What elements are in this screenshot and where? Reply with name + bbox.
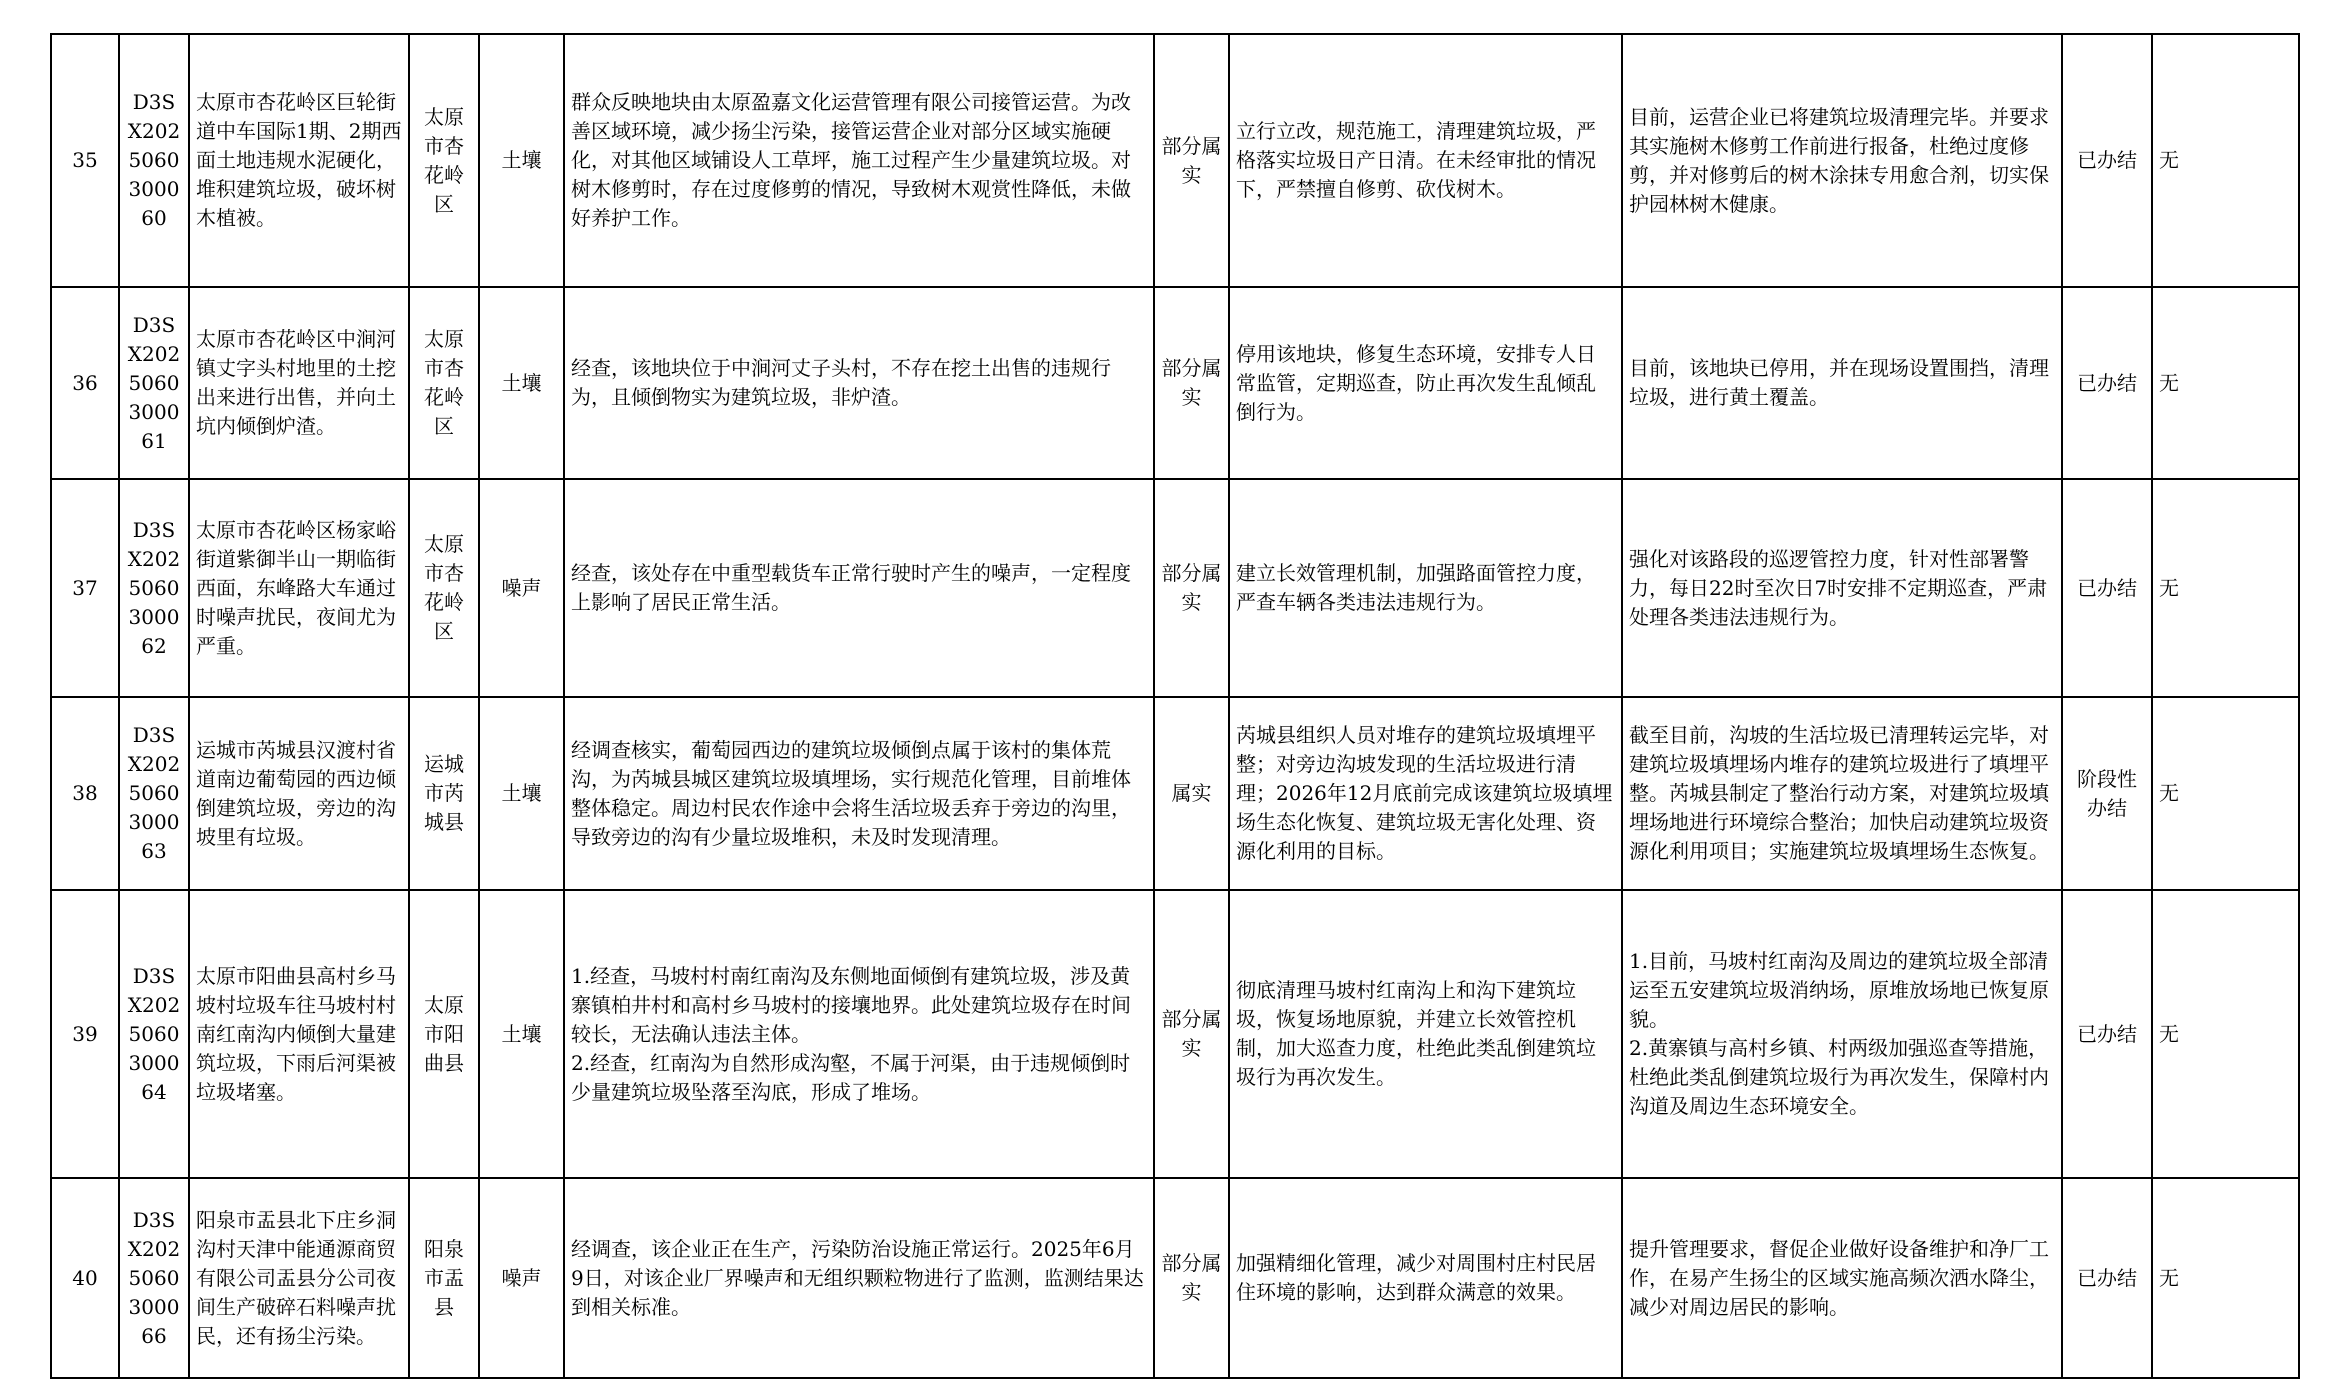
row-verdict: 部分属实 <box>1154 34 1229 287</box>
row-accountability: 无 <box>2152 479 2299 697</box>
row-complaint: 太原市杏花岭区杨家峪街道紫御半山一期临街西面，东峰路大车通过时噪声扰民，夜间尤为严重。 <box>189 479 409 697</box>
row-pollution-type: 噪声 <box>479 1178 564 1378</box>
row-accountability: 无 <box>2152 890 2299 1178</box>
row-accountability: 无 <box>2152 287 2299 479</box>
table-row <box>51 1178 2299 1378</box>
row-district: 阳泉市盂县 <box>409 1178 479 1378</box>
row-status: 已办结 <box>2062 34 2152 287</box>
row-code: D3SX2025060300060 <box>119 34 189 287</box>
row-complaint: 太原市杏花岭区中涧河镇丈字头村地里的土挖出来进行出售，并向土坑内倾倒炉渣。 <box>189 287 409 479</box>
table-row <box>51 287 2299 479</box>
row-seq: 37 <box>51 479 119 697</box>
row-verdict: 部分属实 <box>1154 890 1229 1178</box>
row-investigation: 1.经查，马坡村村南红南沟及东侧地面倾倒有建筑垃圾，涉及黄寨镇柏井村和高村乡马坡村的接壤地界。此处建筑垃圾存在时间较长，无法确认违法主体。 2.经查，红南沟为自然形成沟壑，不属于河渠，由于违规倾倒时少量建筑垃圾坠落至沟底，形成了堆场。 <box>564 890 1154 1178</box>
row-pollution-type: 噪声 <box>479 479 564 697</box>
row-code: D3SX2025060300061 <box>119 287 189 479</box>
row-result: 提升管理要求，督促企业做好设备维护和净厂工作，在易产生扬尘的区域实施高频次洒水降尘，减少对周边居民的影响。 <box>1622 1178 2062 1378</box>
row-investigation: 经调查核实，葡萄园西边的建筑垃圾倾倒点属于该村的集体荒沟，为芮城县城区建筑垃圾填埋场，实行规范化管理，目前堆体整体稳定。周边村民农作途中会将生活垃圾丢弃于旁边的沟里，导致旁边的沟有少量垃圾堆积，未及时发现清理。 <box>564 697 1154 890</box>
row-investigation: 经调查，该企业正在生产，污染防治设施正常运行。2025年6月9日，对该企业厂界噪声和无组织颗粒物进行了监测，监测结果达到相关标准。 <box>564 1178 1154 1378</box>
row-seq: 39 <box>51 890 119 1178</box>
row-accountability: 无 <box>2152 697 2299 890</box>
row-district: 运城市芮城县 <box>409 697 479 890</box>
table-row <box>51 697 2299 890</box>
row-seq: 40 <box>51 1178 119 1378</box>
row-accountability: 无 <box>2152 1178 2299 1378</box>
row-measures: 加强精细化管理，减少对周围村庄村民居住环境的影响，达到群众满意的效果。 <box>1229 1178 1622 1378</box>
row-district: 太原市杏花岭区 <box>409 287 479 479</box>
complaint-table <box>50 33 2300 1379</box>
row-result: 截至目前，沟坡的生活垃圾已清理转运完毕，对建筑垃圾填埋场内堆存的建筑垃圾进行了填埋平整。芮城县制定了整治行动方案，对建筑垃圾填埋场地进行环境综合整治；加快启动建筑垃圾资源化利用项目；实施建筑垃圾填埋场生态恢复。 <box>1622 697 2062 890</box>
row-seq: 36 <box>51 287 119 479</box>
table-row <box>51 479 2299 697</box>
row-verdict: 部分属实 <box>1154 287 1229 479</box>
row-complaint: 太原市阳曲县高村乡马坡村垃圾车往马坡村村南红南沟内倾倒大量建筑垃圾，下雨后河渠被垃圾堵塞。 <box>189 890 409 1178</box>
row-investigation: 经查，该地块位于中涧河丈子头村，不存在挖土出售的违规行为，且倾倒物实为建筑垃圾，非炉渣。 <box>564 287 1154 479</box>
row-status: 已办结 <box>2062 890 2152 1178</box>
row-pollution-type: 土壤 <box>479 34 564 287</box>
row-result: 目前，运营企业已将建筑垃圾清理完毕。并要求其实施树木修剪工作前进行报备，杜绝过度修剪，并对修剪后的树木涂抹专用愈合剂，切实保护园林树木健康。 <box>1622 34 2062 287</box>
row-measures: 停用该地块，修复生态环境，安排专人日常监管，定期巡查，防止再次发生乱倾乱倒行为。 <box>1229 287 1622 479</box>
row-status: 已办结 <box>2062 479 2152 697</box>
row-code: D3SX2025060300062 <box>119 479 189 697</box>
row-complaint: 太原市杏花岭区巨轮街道中车国际1期、2期西面土地违规水泥硬化，堆积建筑垃圾，破坏树木植被。 <box>189 34 409 287</box>
table-body <box>51 34 2299 1378</box>
table-row <box>51 890 2299 1178</box>
table-row <box>51 34 2299 287</box>
row-seq: 38 <box>51 697 119 890</box>
row-district: 太原市杏花岭区 <box>409 479 479 697</box>
row-result: 强化对该路段的巡逻管控力度，针对性部署警力，每日22时至次日7时安排不定期巡查，严肃处理各类违法违规行为。 <box>1622 479 2062 697</box>
row-code: D3SX2025060300066 <box>119 1178 189 1378</box>
row-status: 已办结 <box>2062 287 2152 479</box>
row-measures: 彻底清理马坡村红南沟上和沟下建筑垃圾，恢复场地原貌，并建立长效管控机制，加大巡查力度，杜绝此类乱倒建筑垃圾行为再次发生。 <box>1229 890 1622 1178</box>
row-district: 太原市阳曲县 <box>409 890 479 1178</box>
row-complaint: 运城市芮城县汉渡村省道南边葡萄园的西边倾倒建筑垃圾，旁边的沟坡里有垃圾。 <box>189 697 409 890</box>
row-status: 已办结 <box>2062 1178 2152 1378</box>
row-accountability: 无 <box>2152 34 2299 287</box>
row-verdict: 部分属实 <box>1154 1178 1229 1378</box>
row-district: 太原市杏花岭区 <box>409 34 479 287</box>
row-code: D3SX2025060300063 <box>119 697 189 890</box>
row-verdict: 属实 <box>1154 697 1229 890</box>
row-investigation: 群众反映地块由太原盈嘉文化运营管理有限公司接管运营。为改善区域环境，减少扬尘污染，接管运营企业对部分区域实施硬化，对其他区域铺设人工草坪，施工过程产生少量建筑垃圾。对树木修剪时，存在过度修剪的情况，导致树木观赏性降低，未做好养护工作。 <box>564 34 1154 287</box>
row-measures: 建立长效管理机制，加强路面管控力度，严查车辆各类违法违规行为。 <box>1229 479 1622 697</box>
row-complaint: 阳泉市盂县北下庄乡洞沟村天津中能通源商贸有限公司盂县分公司夜间生产破碎石料噪声扰民，还有扬尘污染。 <box>189 1178 409 1378</box>
row-seq: 35 <box>51 34 119 287</box>
row-measures: 芮城县组织人员对堆存的建筑垃圾填埋平整；对旁边沟坡发现的生活垃圾进行清理；2026年12月底前完成该建筑垃圾填埋场生态化恢复、建筑垃圾无害化处理、资源化利用的目标。 <box>1229 697 1622 890</box>
row-investigation: 经查，该处存在中重型载货车正常行驶时产生的噪声，一定程度上影响了居民正常生活。 <box>564 479 1154 697</box>
row-code: D3SX2025060300064 <box>119 890 189 1178</box>
row-result: 目前，该地块已停用，并在现场设置围挡，清理垃圾，进行黄土覆盖。 <box>1622 287 2062 479</box>
row-pollution-type: 土壤 <box>479 287 564 479</box>
row-verdict: 部分属实 <box>1154 479 1229 697</box>
row-result: 1.目前，马坡村红南沟及周边的建筑垃圾全部清运至五安建筑垃圾消纳场，原堆放场地已恢复原貌。 2.黄寨镇与高村乡镇、村两级加强巡查等措施，杜绝此类乱倒建筑垃圾行为再次发生，保障村内沟道及周边生态环境安全。 <box>1622 890 2062 1178</box>
row-pollution-type: 土壤 <box>479 890 564 1178</box>
row-pollution-type: 土壤 <box>479 697 564 890</box>
row-measures: 立行立改，规范施工，清理建筑垃圾，严格落实垃圾日产日清。在未经审批的情况下，严禁擅自修剪、砍伐树木。 <box>1229 34 1622 287</box>
row-status: 阶段性办结 <box>2062 697 2152 890</box>
